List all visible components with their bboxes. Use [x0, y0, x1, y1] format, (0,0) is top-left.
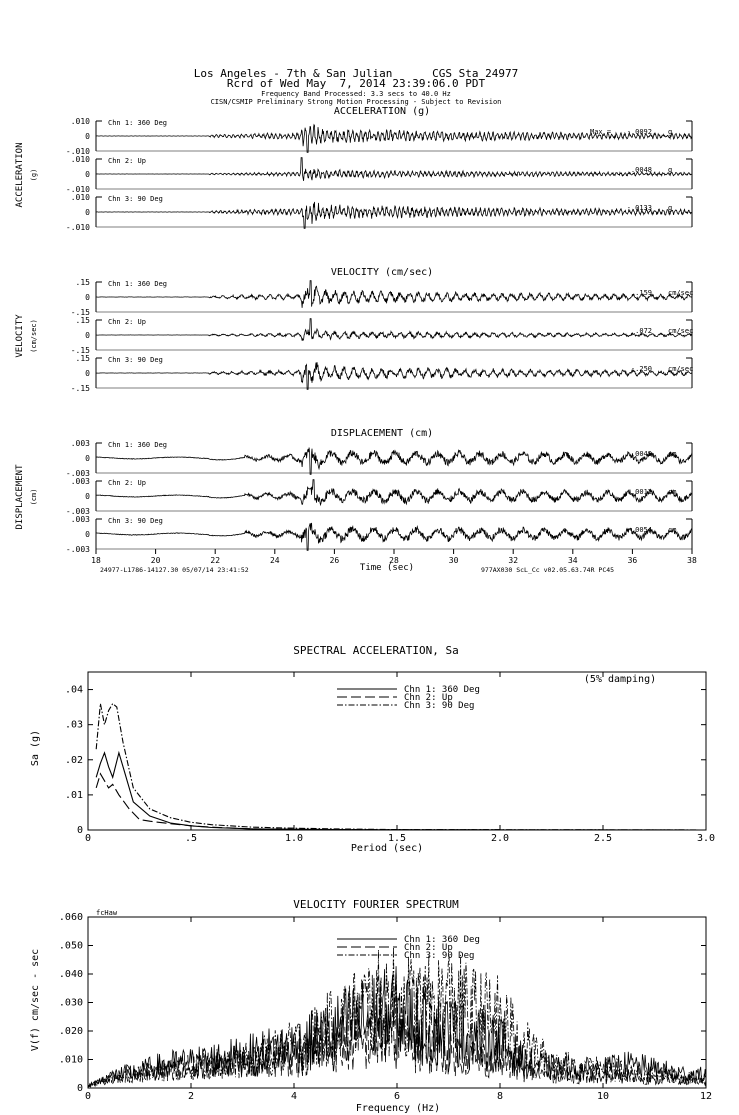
waveform-1-2: [96, 362, 692, 389]
peak-unit: g: [668, 128, 673, 136]
time-tick-label: 38: [687, 556, 697, 565]
fs-series-2: [88, 947, 706, 1087]
peak-unit: g: [668, 166, 673, 174]
y-tick-top: .010: [70, 155, 90, 164]
time-panel-2: [15, 428, 692, 554]
sa-x-label: Period (sec): [350, 843, 424, 854]
y-tick-label: .030: [58, 997, 83, 1009]
waveform-1-0: [96, 281, 692, 308]
panel-title: ACCELERATION (g): [333, 106, 431, 117]
waveform-2-0: [96, 448, 692, 475]
fs-title: VELOCITY FOURIER SPECTRUM: [293, 898, 459, 911]
y-tick-label: .04: [64, 684, 83, 696]
panel-y-unit: (cm): [30, 488, 38, 506]
peak-unit: cm/sec: [668, 289, 694, 297]
sa-series-2: [96, 704, 706, 830]
peak-unit: g: [668, 204, 673, 212]
sa-legend-label-0: Chn 1: 360 Deg: [404, 685, 480, 695]
channel-label: Chn 1: 360 Deg: [108, 119, 168, 127]
y-tick-label: .060: [58, 912, 83, 923]
header-band: Frequency Band Processed: 3.3 secs to 40.0 Hz: [261, 90, 451, 98]
peak-value: .0012: [630, 488, 652, 496]
y-tick-zero: 0: [85, 530, 90, 539]
time-ticks: [91, 549, 697, 565]
velocity-fourier-spectrum-chart: [30, 898, 712, 1114]
panel-y-label: DISPLACEMENT: [15, 464, 25, 530]
channel-label: Chn 3: 90 Deg: [108, 517, 163, 525]
y-tick-zero: 0: [85, 331, 90, 340]
waveform-2-1: [96, 480, 692, 505]
peak-prefix: Max =: [590, 128, 612, 136]
time-tick-label: 36: [627, 556, 638, 565]
y-tick-zero: 0: [85, 293, 90, 302]
y-tick-bottom: -.003: [65, 507, 90, 516]
x-tick-label: 2.5: [593, 833, 613, 844]
record-footer-right: 977AX030 ScL_Cc v02.05.63.74R PC45: [481, 566, 615, 574]
x-tick-label: 6: [393, 1091, 401, 1102]
channel-label: Chn 2: Up: [108, 157, 146, 165]
waveform-0-2: [96, 202, 692, 228]
y-tick-top: .003: [70, 515, 90, 524]
waveform-1-1: [96, 319, 692, 341]
header: [194, 67, 519, 106]
header-station: Los Angeles - 7th & San Julian CGS Sta 24977: [193, 67, 519, 80]
header-record: Rcrd of Wed May 7, 2014 23:39:06.0 PDT: [226, 77, 486, 90]
y-tick-label: .020: [58, 1026, 83, 1037]
channel-label: Chn 2: Up: [108, 318, 146, 326]
peak-unit: cm/sec: [668, 365, 694, 373]
sa-legend-label-1: Chn 2: Up: [404, 693, 453, 703]
peak-unit: cm/sec: [668, 327, 694, 335]
sa-legend-label-2: Chn 3: 90 Deg: [404, 701, 475, 711]
x-tick-label: 0: [84, 833, 92, 844]
peak-value: -.0092: [626, 128, 652, 136]
peak-value: -.250: [630, 365, 652, 373]
time-tick-label: 20: [150, 556, 161, 565]
x-tick-label: 1.5: [387, 833, 407, 844]
y-tick-top: .010: [70, 193, 90, 202]
x-tick-label: 3.0: [696, 833, 716, 844]
channel-label: Chn 3: 90 Deg: [108, 195, 163, 203]
y-tick-zero: 0: [85, 454, 90, 463]
y-tick-zero: 0: [85, 132, 90, 141]
panel-title: DISPLACEMENT (cm): [330, 428, 434, 439]
fs-tag: fcHaw: [96, 909, 118, 917]
time-panel-0: [15, 106, 692, 232]
peak-value: -.0049: [626, 450, 652, 458]
x-tick-label: 4: [290, 1091, 298, 1102]
peak-value: .159: [635, 289, 652, 297]
fs-y-label: V(f) cm/sec - sec: [30, 948, 41, 1052]
sa-frame: [88, 672, 706, 830]
panel-y-label: VELOCITY: [15, 314, 25, 358]
time-axis-label: Time (sec): [359, 563, 415, 573]
y-tick-bottom: -.003: [65, 545, 90, 554]
time-history-panels: [15, 106, 697, 574]
peak-unit: cm: [668, 526, 677, 534]
peak-unit: cm: [668, 450, 677, 458]
fs-legend-label-2: Chn 3: 90 Deg: [404, 951, 475, 961]
peak-value: .072: [635, 327, 652, 335]
time-tick-label: 24: [269, 556, 280, 565]
x-tick-label: 10: [596, 1091, 610, 1102]
y-tick-label: .040: [58, 969, 83, 980]
peak-unit: cm: [668, 488, 677, 496]
sa-title: SPECTRAL ACCELERATION, Sa: [293, 644, 459, 657]
fs-legend-label-1: Chn 2: Up: [404, 943, 453, 953]
y-tick-label: .03: [64, 719, 83, 731]
panel-y-unit: (g): [30, 168, 38, 182]
y-tick-zero: 0: [85, 170, 90, 179]
y-tick-label: .01: [64, 789, 83, 801]
y-tick-top: .010: [70, 117, 90, 126]
fs-series-0: [88, 966, 706, 1086]
time-panel-1: [15, 267, 693, 393]
y-tick-top: .15: [75, 354, 90, 363]
panel-y-unit: (cm/sec): [30, 319, 38, 353]
sa-y-label: Sa (g): [30, 729, 41, 767]
x-tick-label: 2: [187, 1091, 195, 1102]
channel-label: Chn 1: 360 Deg: [108, 280, 168, 288]
time-axis: [100, 563, 614, 574]
y-tick-zero: 0: [85, 492, 90, 501]
x-tick-label: 12: [699, 1091, 713, 1102]
x-tick-label: 2.0: [490, 833, 510, 844]
y-tick-top: .003: [70, 439, 90, 448]
y-tick-label: 0: [76, 825, 83, 836]
y-tick-bottom: -.010: [65, 223, 90, 232]
record-footer-left: 24977-L1786-14127.30 05/07/14 23:41:52: [100, 566, 249, 574]
header-processing: CISN/CSMIP Preliminary Strong Motion Processing - Subject to Revision: [210, 98, 502, 106]
x-tick-label: 0: [84, 1091, 92, 1102]
y-tick-bottom: -.010: [65, 185, 90, 194]
peak-value: -.0054: [626, 526, 652, 534]
y-tick-bottom: -.15: [70, 384, 90, 393]
y-tick-zero: 0: [85, 369, 90, 378]
time-tick-label: 22: [210, 556, 221, 565]
x-tick-label: 1.0: [284, 833, 304, 844]
y-tick-bottom: -.010: [65, 147, 90, 156]
y-tick-bottom: -.15: [70, 346, 90, 355]
waveform-2-2: [96, 523, 692, 550]
y-tick-label: .050: [58, 940, 83, 952]
peak-value: -.0133: [626, 204, 652, 212]
time-tick-label: 30: [448, 556, 459, 565]
time-tick-label: 28: [389, 556, 399, 565]
fs-frame: [88, 917, 706, 1088]
time-tick-label: 34: [567, 556, 578, 565]
time-tick-label: 26: [329, 556, 340, 565]
x-tick-label: .5: [184, 833, 198, 844]
panel-title: VELOCITY (cm/sec): [330, 267, 434, 278]
x-tick-label: 8: [496, 1091, 504, 1102]
y-tick-bottom: -.003: [65, 469, 90, 478]
sa-series-0: [96, 753, 706, 830]
sa-plot: [65, 672, 715, 844]
time-tick-label: 18: [91, 556, 101, 565]
panel-y-label: ACCELERATION: [15, 142, 25, 208]
y-tick-label: 0: [76, 1083, 83, 1094]
y-tick-top: .003: [70, 477, 90, 486]
y-tick-label: .02: [64, 754, 83, 766]
fs-x-label: Frequency (Hz): [355, 1103, 441, 1114]
channel-label: Chn 1: 360 Deg: [108, 441, 168, 449]
time-tick-label: 32: [508, 556, 519, 565]
sa-damping-note: (5% damping): [583, 674, 657, 685]
waveform-0-1: [96, 158, 692, 181]
y-tick-top: .15: [75, 316, 90, 325]
fs-legend-label-0: Chn 1: 360 Deg: [404, 935, 480, 945]
y-tick-label: .010: [58, 1054, 83, 1066]
channel-label: Chn 2: Up: [108, 479, 146, 487]
y-tick-bottom: -.15: [70, 308, 90, 317]
channel-label: Chn 3: 90 Deg: [108, 356, 163, 364]
spectral-acceleration-chart: [30, 644, 715, 854]
y-tick-top: .15: [75, 278, 90, 287]
fs-plot: [59, 912, 712, 1102]
y-tick-zero: 0: [85, 208, 90, 217]
peak-value: .0048: [630, 166, 652, 174]
